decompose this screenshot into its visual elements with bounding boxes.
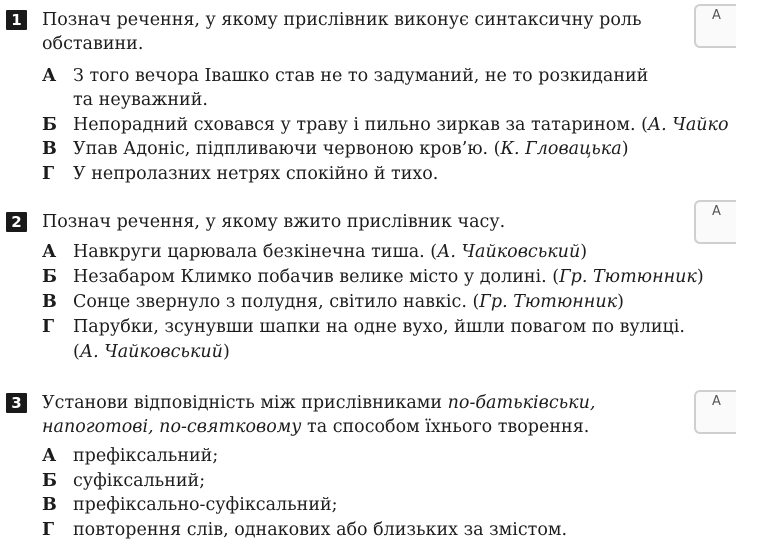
- option-text: префіксально-суфіксальний;: [73, 495, 338, 515]
- option-text: Непорадний сховався у траву і пильно зиркав за татарином. (А. Чайко: [73, 115, 729, 135]
- option-text: У непролазних нетрях спокійно й тихо.: [73, 164, 439, 184]
- option-source: А. Чайковський: [79, 342, 223, 362]
- answer-sheet-tab: [694, 390, 736, 434]
- option-text: З того вечора Івашко став не то задуманий, не то розкиданий: [73, 66, 649, 86]
- option-text: та неуважний.: [73, 90, 208, 110]
- option-letter: В: [42, 139, 57, 159]
- option-source: А. Чайковський: [437, 242, 581, 262]
- task-question: Установи відповідність між прислівниками по-батьківськи, напоготові, по-святковому та способом їхнього творення.: [42, 393, 596, 437]
- task-question: Познач речення, у якому вжито прислівник часу.: [42, 212, 506, 232]
- option-text: Незабаром Климко побачив велике місто у долині. (Гр. Тютюнник): [73, 267, 704, 287]
- option-letter: Г: [42, 317, 55, 337]
- option-letter: Г: [42, 164, 55, 184]
- option-letter: А: [42, 446, 57, 466]
- option-text: Навкруги царювала безкінечна тиша. (А. Чайковський): [73, 242, 588, 262]
- option-source: А. Чайко: [647, 115, 729, 135]
- answer-sheet-letter: А: [712, 8, 721, 23]
- answer-sheet-letter: А: [712, 204, 721, 219]
- option-letter: Б: [42, 267, 57, 287]
- task-question: Познач речення, у якому прислівник виконує синтаксичну роль обставини.: [42, 10, 642, 54]
- option-letter: В: [42, 292, 57, 312]
- answer-sheet-tab: [694, 200, 736, 244]
- question-italic-words: по-батьківськи,: [447, 393, 596, 413]
- option-letter: А: [42, 66, 57, 86]
- option-letter: А: [42, 242, 57, 262]
- option-text: префіксальний;: [73, 446, 219, 466]
- task-number-badge: 2: [6, 212, 27, 232]
- option-text: (А. Чайковський): [73, 342, 230, 362]
- option-source: Гр. Тютюнник: [479, 292, 618, 312]
- question-italic-words: напоготові, по-святковому: [42, 417, 302, 437]
- option-text: Сонце звернуло з полудня, світило навкіс. (Гр. Тютюнник): [73, 292, 624, 312]
- option-letter: Б: [42, 115, 57, 135]
- option-letter: В: [42, 495, 57, 515]
- option-letter: Г: [42, 520, 55, 540]
- answer-sheet-letter: А: [712, 394, 721, 409]
- answer-sheet-tab: [694, 4, 736, 48]
- option-text: повторення слів, однакових або близьких за змістом.: [73, 520, 568, 540]
- task-number-badge: 1: [6, 10, 27, 30]
- option-letter: Б: [42, 471, 57, 491]
- option-text: Упав Адоніс, підпливаючи червоною кров’ю. (К. Гловацька): [73, 139, 629, 159]
- task-number-badge: 3: [6, 393, 27, 413]
- option-text: Парубки, зсунувши шапки на одне вухо, йшли повагом по вулиці.: [73, 317, 685, 337]
- option-text: суфіксальний;: [73, 471, 206, 491]
- option-source: К. Гловацька: [500, 139, 622, 159]
- option-source: Гр. Тютюнник: [559, 267, 697, 287]
